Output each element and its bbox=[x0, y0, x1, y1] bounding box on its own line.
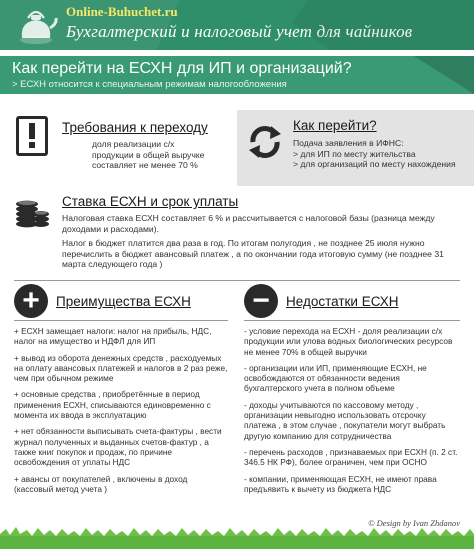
disadvantages-divider bbox=[244, 320, 460, 321]
advantage-item: + авансы от покупателей , включены в доход (кассовый метод учета ) bbox=[14, 473, 188, 494]
page-subtitle: > ЕСХН относится к специальным режимам налогообложения bbox=[12, 79, 287, 90]
refresh-icon bbox=[245, 122, 285, 162]
minus-icon: − bbox=[244, 284, 278, 318]
plus-icon: + bbox=[14, 284, 48, 318]
divider bbox=[14, 280, 460, 281]
site-tagline: Бухгалтерский и налоговый учет для чайников bbox=[66, 22, 413, 41]
how-to-line: > для организаций по месту нахождения bbox=[293, 159, 456, 170]
disadvantage-item: - условие перехода на ЕСХН - доля реализации с/х продукции или улова водных биологических ресурсов не менее 70% в общей выручки bbox=[244, 326, 453, 357]
footer-band bbox=[0, 536, 474, 549]
kettle-icon bbox=[14, 4, 58, 48]
disadvantages-list bbox=[244, 326, 460, 500]
rate-title: Ставка ЕСХН и срок уплаты bbox=[62, 194, 239, 209]
advantages-list bbox=[14, 326, 228, 500]
title-banner bbox=[0, 56, 474, 94]
advantage-item: + вывод из оборота денежных средств , расходуемых на оплату авансовых платежей и налогов в 2 раз реже, чем при обычном режиме bbox=[14, 352, 228, 384]
requirements-title: Требования к переходу bbox=[62, 120, 208, 135]
advantages-divider bbox=[14, 320, 228, 321]
disadvantage-item: - перечень расходов , признаваемых при ЕСХН (п. 2 ст. 346.5 НК РФ), более ограничен, чем при ОСНО bbox=[244, 446, 458, 468]
how-to-line: Подача заявления в ИФНС: bbox=[293, 138, 404, 148]
advantage-item: + нет обязанности выписывать счета-фактуры , вести журнал полученных и выданных счетов-фактур , а также книг покупок и продаж, по причине освобождения от уплаты НДС bbox=[14, 426, 222, 468]
how-to-line: > для ИП по месту жительства bbox=[293, 148, 416, 159]
advantages-title: Преимущества ЕСХН bbox=[56, 294, 191, 309]
requirements-text: доля реализации с/х продукции в общей выручке составляет не менее 70 % bbox=[92, 139, 205, 171]
advantage-item: + основные средства , приобретённые в период применения ЕСХН, списываются единовременно с момента их ввода в эксплуатацию bbox=[14, 389, 211, 421]
advantage-item: + ЕСХН замещает налоги: налог на прибыль, НДС, налог на имущество и НДФЛ для ИП bbox=[14, 326, 212, 347]
rate-para-1: Налоговая ставка ЕСХН составляет 6 % и рассчитывается с налоговой базы (разница между доходами и расходами). bbox=[62, 213, 435, 234]
coins-icon bbox=[14, 190, 50, 228]
warning-icon bbox=[16, 116, 48, 156]
page-title: Как перейти на ЕСХН для ИП и организаций? bbox=[12, 60, 352, 77]
rate-para-2: Налог в бюджет платится два раза в год. По итогам полугодия , не позднее 25 июля нужно перечислить в бюджет авансовый платеж , а по окончании года итоговую сумму (не позднее 31 марта следующего года ) bbox=[62, 238, 444, 270]
disadvantage-item: - доходы учитываются по кассовому методу , организации невыгодно использовать отсрочку платежа , в этом случае , покупатели могут выбрать другую компанию для сотрудничества bbox=[244, 399, 446, 441]
site-name[interactable]: Online-Buhuchet.ru bbox=[66, 4, 178, 19]
disadvantages-title: Недостатки ЕСХН bbox=[286, 294, 399, 309]
how-to-text bbox=[293, 138, 471, 170]
disadvantage-item: - организации или ИП, применяющие ЕСХН, не освобождаются от обязанности ведения бухгалтерского учета в полном объеме bbox=[244, 362, 427, 394]
how-to-panel bbox=[237, 110, 474, 186]
disadvantage-item: - компании, применяющая ЕСХН, не имеют права предъявить к вычету из бюджета НДС bbox=[244, 473, 437, 494]
how-to-title: Как перейти? bbox=[293, 118, 377, 133]
design-credit: © Design by Ivan Zhdanov bbox=[368, 518, 460, 528]
site-header bbox=[0, 0, 474, 50]
